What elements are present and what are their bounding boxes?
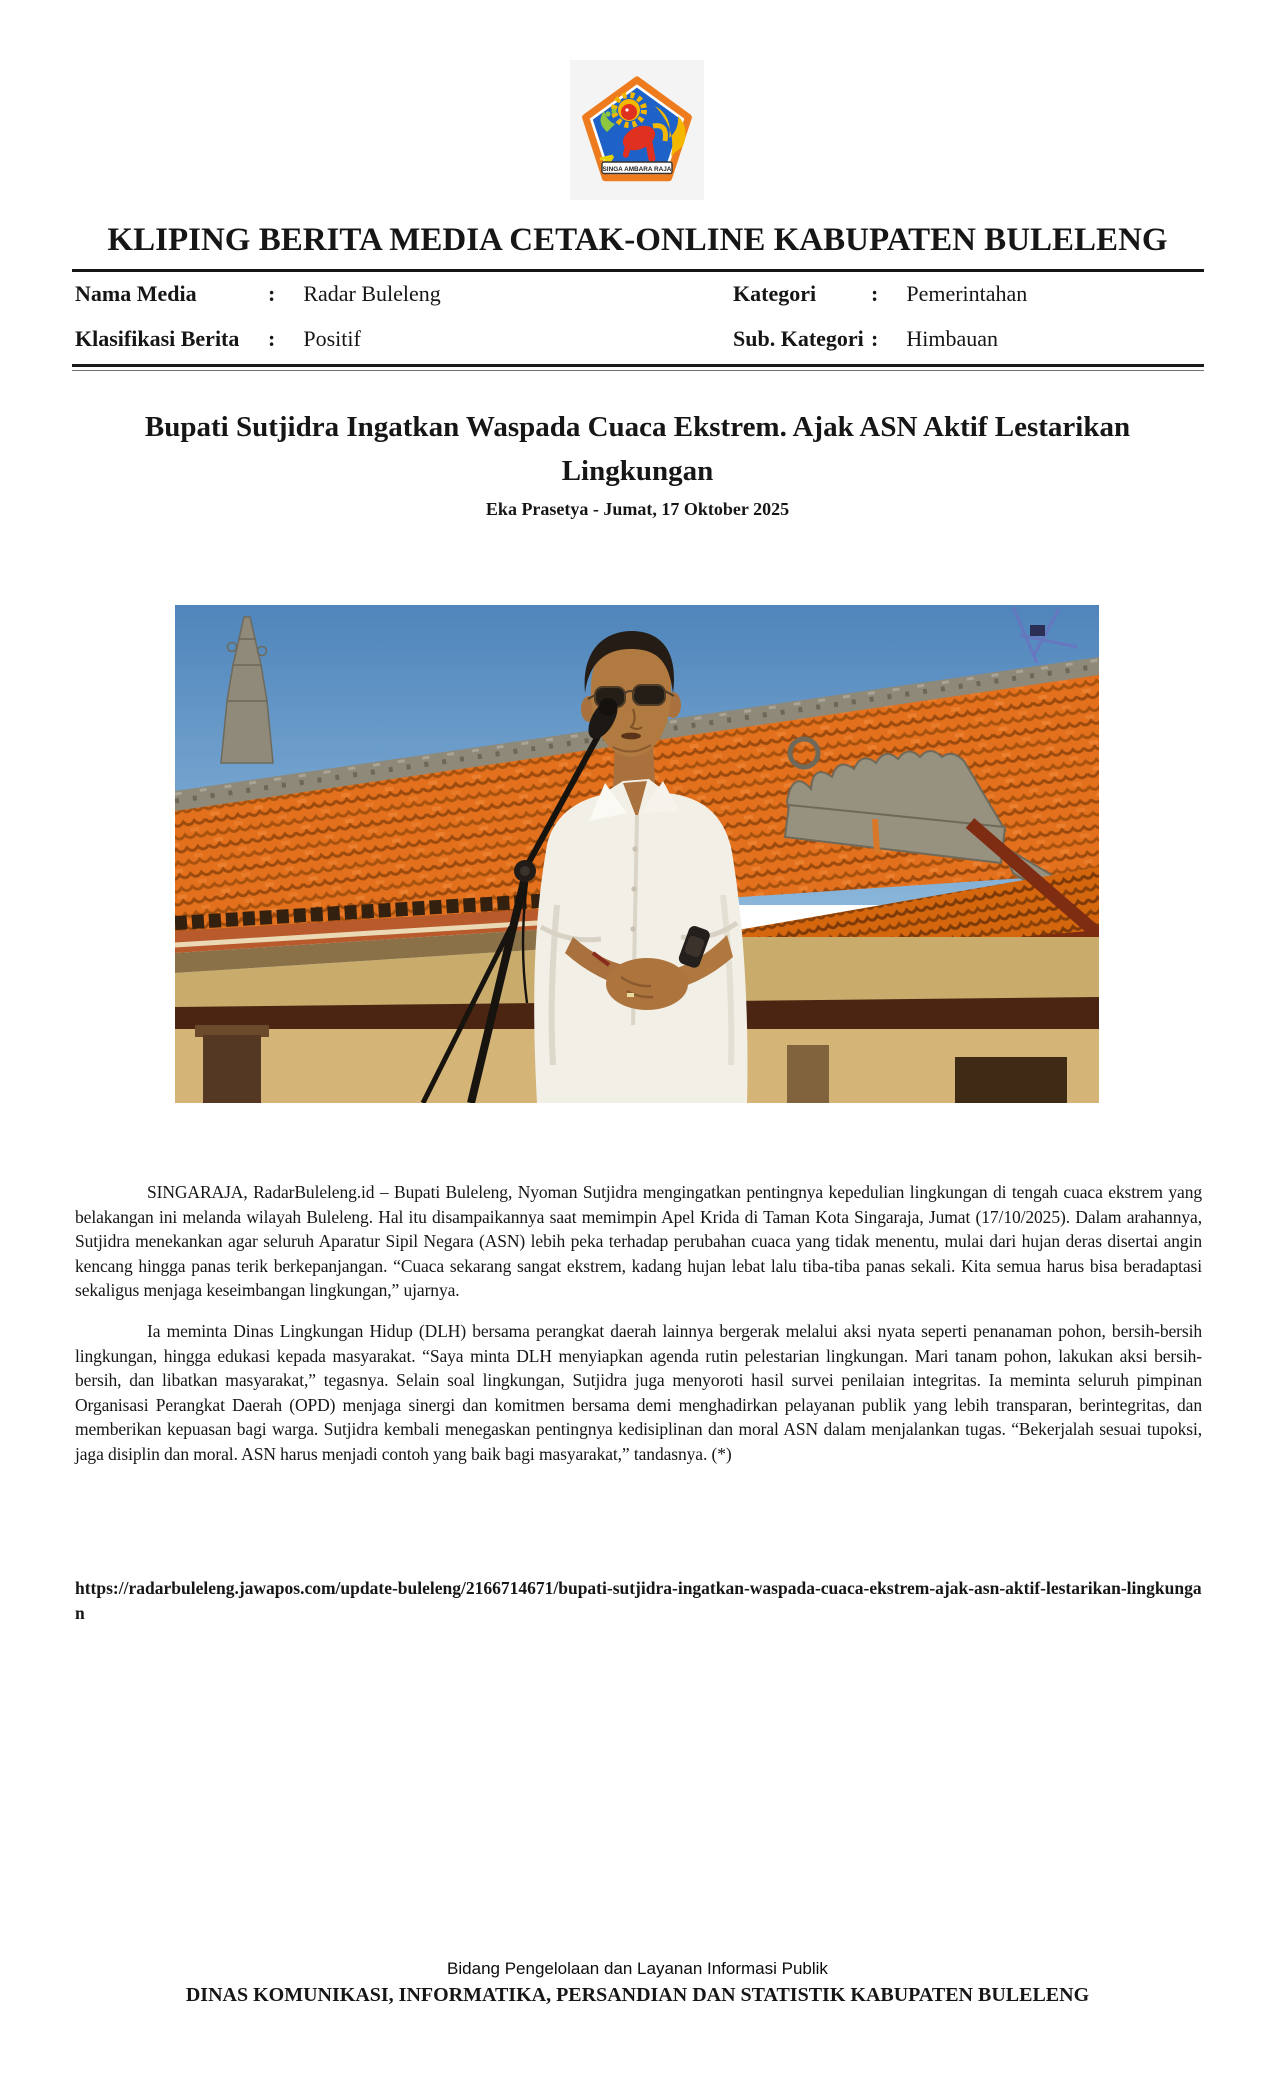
article-paragraph: Ia meminta Dinas Lingkungan Hidup (DLH) bersama perangkat daerah lainnya bergerak melalui aksi nyata seperti penanaman pohon, bersih-bersih lingkungan, hingga edukasi kepada masyarakat. “Saya minta DLH menyiapkan agenda rutin pelestarian lingkungan. Mari tanam pohon, lakukan aksi bersih-bersih, dan libatkan masyarakat,” tegasnya. Selain soal lingkungan, Sutjidra juga menyoroti hasil survei penilaian integritas. Ia meminta seluruh pimpinan Organisasi Perangkat Daerah (OPD) menjaga sinergi dan komitmen bersama demi menghadirkan pelayanan publik yang lebih transparan, berintegritas, dan memberikan kepuasan bagi warga. Sutjidra kembali menegaskan pentingnya kedisiplinan dan moral ASN dalam menjalankan tugas. “Bekerjalah sesuai tupoksi, jaga disiplin dan moral. ASN harus menjadi contoh yang baik bagi masyarakat,” tandasnya. (*) [75,1320,1202,1464]
meta-colon: : [871,326,879,351]
meta-sub-kategori-label: Sub. Kategori [733,326,864,351]
meta-klasifikasi-label: Klasifikasi Berita [75,326,240,351]
meta-colon: : [871,281,879,306]
article-title: Bupati Sutjidra Ingatkan Waspada Cuaca Ekstrem. Ajak ASN Aktif Lestarikan Lingkungan [144,411,1131,487]
meta-kategori-label: Kategori [733,281,817,306]
meta-divider [72,364,1204,371]
article-body [75,1180,1202,1467]
source-url-link[interactable]: https://radarbuleleng.jawapos.com/update-buleleng/2166714671/bupati-sutjidra-ingatkan-waspada-cuaca-ekstrem-ajak-asn-aktif-lestarikan-lingkungan [75,1578,1202,1623]
meta-sub-kategori [733,326,998,352]
logo-banner-text: SINGA AMBARA RAJA [602,165,672,173]
meta-kategori [733,281,1027,307]
article-byline: Eka Prasetya - Jumat, 17 Oktober 2025 [485,499,790,519]
singa-ambara-raja-emblem-icon [577,68,697,192]
meta-sub-kategori-value: Himbauan [906,326,998,351]
meta-colon: : [268,326,276,351]
logo-banner [602,162,672,174]
meta-colon: : [268,281,276,306]
meta-kategori-value: Pemerintahan [906,281,1028,306]
photo-bupati-speaking-icon [175,605,1099,1103]
article-paragraph: SINGARAJA, RadarBuleleng.id – Bupati Buleleng, Nyoman Sutjidra mengingatkan pentingnya kepedulian lingkungan di tengah cuaca ekstrem yang belakangan ini melanda wilayah Buleleng. Hal itu disampaikannya saat memimpin Apel Krida di Taman Kota Singaraja, Jumat (17/10/2025). Dalam arahannya, Sutjidra menekankan agar seluruh Aparatur Sipil Negara (ASN) lebih peka terhadap perubahan cuaca yang tidak menentu, mulai dari hujan deras disertai angin kencang hingga panas terik berkepanjangan. “Cuaca sekarang sangat ekstrem, kadang hujan lebat lalu tiba-tiba panas sekali. Kita semua harus bisa beradaptasi sekaligus menjaga keseimbangan lingkungan,” ujarnya. [75,1182,1202,1301]
meta-klasifikasi [75,326,361,352]
footer-bidang: Bidang Pengelolaan dan Layanan Informasi Publik [447,1959,828,1978]
meta-klasifikasi-value: Positif [303,326,361,351]
kabupaten-buleleng-logo [570,60,704,200]
page-title: KLIPING BERITA MEDIA CETAK-ONLINE KABUPATEN BULELENG [107,222,1168,258]
header-divider [72,269,1204,272]
meta-nama-media-label: Nama Media [75,281,197,306]
article-photo [175,605,1099,1103]
meta-nama-media-value: Radar Buleleng [303,281,441,306]
footer-dinas: DINAS KOMUNIKASI, INFORMATIKA, PERSANDIAN DAN STATISTIK KABUPATEN BULELENG [185,1984,1090,2006]
meta-nama-media [75,281,441,307]
